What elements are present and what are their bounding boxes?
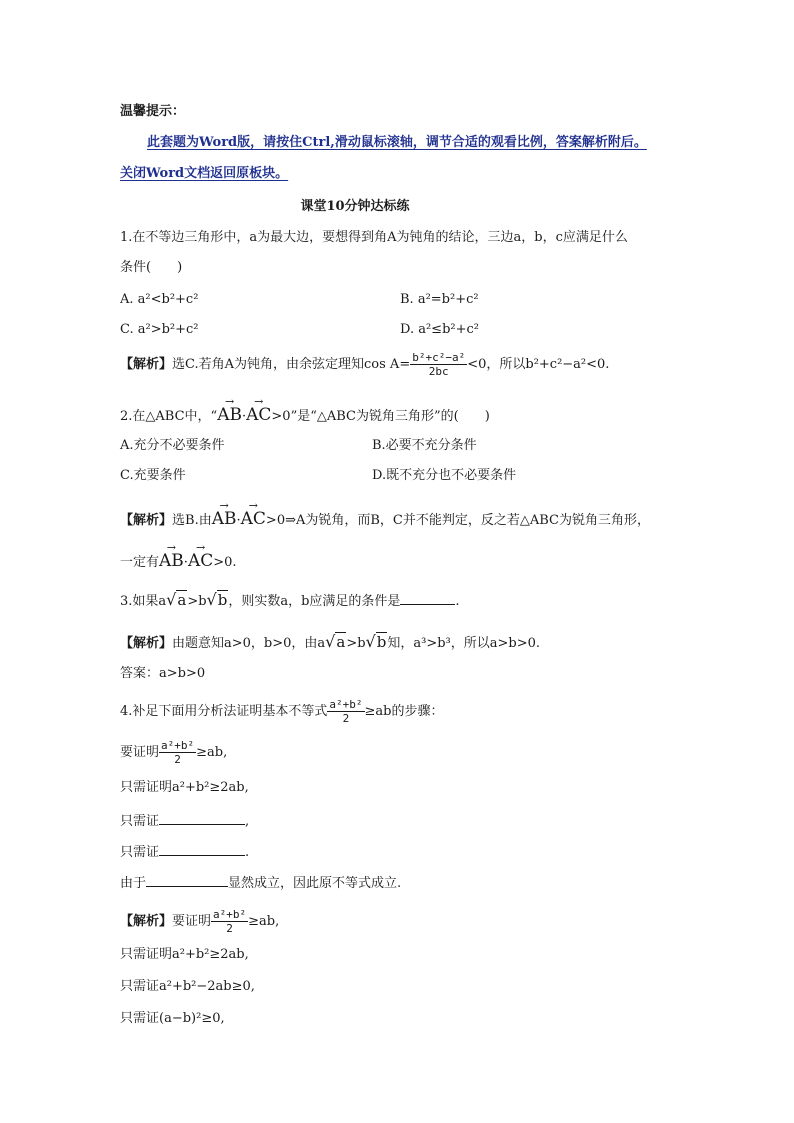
q4-line4 <box>120 841 249 863</box>
q2-analysis-line2-end: >0. <box>213 555 237 570</box>
q3-stem-end: ，则实数a，b应满足的条件是 <box>228 594 401 609</box>
q3-stem-start: 3.如果a <box>120 594 167 609</box>
q4-l5-end: 显然成立，因此原不等式成立. <box>228 876 402 891</box>
q1-frac-den: 2bc <box>428 365 449 378</box>
frac-num: a²+b² <box>161 739 195 752</box>
q4-line3 <box>120 810 249 832</box>
q2-option-b: B.必要不充分条件 <box>372 438 477 453</box>
q2-stem-end: >0”是“△ABC为锐角三角形”的( ) <box>271 409 490 424</box>
q3-stem-mid: >b <box>187 594 207 609</box>
sqrt-a-radicand: a <box>336 633 346 651</box>
answer-blank <box>146 872 228 887</box>
q1-analysis-text: 选C.若角A为钝角，由余弦定理知cos A= <box>172 357 411 372</box>
q3-stem-period: . <box>455 594 460 609</box>
q1-stem-line1: 1.在不等边三角形中，a为最大边，要想得到角A为钝角的结论，三边a，b，c应满足什么 <box>120 230 628 245</box>
tip-line-2: 关闭Word文档返回原板块。 <box>120 166 289 181</box>
q3-answer-value: a>b>0 <box>159 666 206 681</box>
q4-l3-start: 只需证 <box>120 814 160 829</box>
q4-a1-end: ≥ab, <box>248 914 280 929</box>
q1-option-a: A. a²<b²+c² <box>120 292 199 307</box>
tip-title: 温馨提示： <box>120 104 186 119</box>
q2-option-c: C.充要条件 <box>120 468 186 483</box>
sqrt-a: √a <box>325 632 346 651</box>
q4-analysis-line1 <box>120 904 279 940</box>
section-title: 课堂10分钟达标练 <box>300 199 410 214</box>
sqrt-b: √b <box>206 590 228 609</box>
q1-options-row1 <box>120 290 590 310</box>
analysis-label: 【解析】 <box>120 513 173 528</box>
q4-line5 <box>120 872 401 894</box>
tip-line-1: 此套题为Word版，请按住Ctrl,滑动鼠标滚轴，调节合适的观看比例，答案解析附后。 <box>147 135 647 150</box>
q2-options-row2 <box>120 466 590 486</box>
q4-stem-end: ≥ab的步骤： <box>364 704 444 719</box>
frac-num: a²+b² <box>329 698 363 711</box>
q4-fraction <box>327 698 364 725</box>
vector-ac: → AC <box>188 551 213 571</box>
q4-l4-end: . <box>245 845 250 860</box>
frac-num: a²+b² <box>213 908 247 921</box>
frac-den: 2 <box>342 712 350 725</box>
q4-stem-start: 4.补足下面用分析法证明基本不等式 <box>120 704 328 719</box>
q2-option-a: A.充分不必要条件 <box>120 438 225 453</box>
vector-ab: → AB <box>159 551 184 571</box>
answer-blank <box>159 810 245 825</box>
sqrt-b-radicand: b <box>376 633 387 651</box>
q3-analysis-start: 由题意知a>0，b>0，由a <box>172 636 326 651</box>
q1-option-d: D. a²≤b²+c² <box>400 322 479 337</box>
q4-analysis-line4: 只需证(a−b)²≥0, <box>120 1011 225 1026</box>
q1-frac-num: b²+c²−a² <box>412 351 466 364</box>
sqrt-a: √a <box>166 590 187 609</box>
dot-product: · <box>241 409 247 424</box>
q1-options-row2 <box>120 320 590 340</box>
q2-analysis-start: 选B.由 <box>172 513 212 528</box>
q3-analysis-end: 知，a³>b³，所以a>b>0. <box>387 636 541 651</box>
dot-product: · <box>183 555 188 570</box>
q4-l1-end: ≥ab, <box>196 745 228 760</box>
q1-analysis <box>120 347 609 383</box>
frac-den: 2 <box>226 922 233 935</box>
q3-stem <box>120 590 460 612</box>
q1-option-b: B. a²=b²+c² <box>400 292 479 307</box>
q4-analysis-line2: 只需证明a²+b²≥2ab, <box>120 947 249 962</box>
q2-analysis-line2-start: 一定有 <box>120 555 160 570</box>
vector-ab: → AB <box>212 509 237 529</box>
q2-option-d: D.既不充分也不必要条件 <box>372 468 517 483</box>
vector-ab: → AB <box>217 405 242 425</box>
frac-den: 2 <box>174 753 181 766</box>
analysis-label: 【解析】 <box>120 636 173 651</box>
analysis-label: 【解析】 <box>120 914 173 929</box>
vector-ac: → AC <box>241 509 266 529</box>
q2-analysis-line2 <box>120 551 237 573</box>
q3-analysis <box>120 632 540 654</box>
dot-product: · <box>236 513 241 528</box>
q4-l1-start: 要证明 <box>120 745 160 760</box>
q2-analysis-end: >0⇒A为锐角，而B，C并不能判定，反之若△ABC为锐角三角形， <box>265 513 650 528</box>
answer-label: 答案： <box>120 666 160 681</box>
q2-stem-start: 2.在△ABC中，“ <box>120 409 218 424</box>
sqrt-a-radicand: a <box>177 591 187 609</box>
q4-l4-start: 只需证 <box>120 845 160 860</box>
q4-analysis-line3: 只需证a²+b²−2ab≥0, <box>120 979 255 994</box>
q1-option-c: C. a²>b²+c² <box>120 322 199 337</box>
q2-stem <box>120 405 490 427</box>
q1-stem-line2: 条件( ) <box>120 260 183 275</box>
q3-answer <box>120 664 205 684</box>
q3-analysis-mid: >b <box>346 636 366 651</box>
q4-fraction <box>211 908 248 935</box>
answer-blank <box>159 841 245 856</box>
q4-line2: 只需证明a²+b²≥2ab, <box>120 780 249 795</box>
q4-l3-end: , <box>245 814 250 829</box>
q4-l5-start: 由于 <box>120 876 147 891</box>
q1-analysis-tail: <0，所以b²+c²−a²<0. <box>467 357 610 372</box>
q1-fraction <box>410 351 467 378</box>
q4-fraction <box>159 739 196 766</box>
sqrt-b-radicand: b <box>217 591 228 609</box>
sqrt-b: √b <box>365 632 387 651</box>
vector-ac: → AC <box>246 405 271 425</box>
q2-analysis-line1 <box>120 509 650 531</box>
answer-blank <box>400 590 455 605</box>
analysis-label: 【解析】 <box>120 357 173 372</box>
q4-line1 <box>120 735 227 771</box>
q4-stem <box>120 694 444 730</box>
q2-options-row1 <box>120 436 590 456</box>
q4-a1-start: 要证明 <box>172 914 212 929</box>
